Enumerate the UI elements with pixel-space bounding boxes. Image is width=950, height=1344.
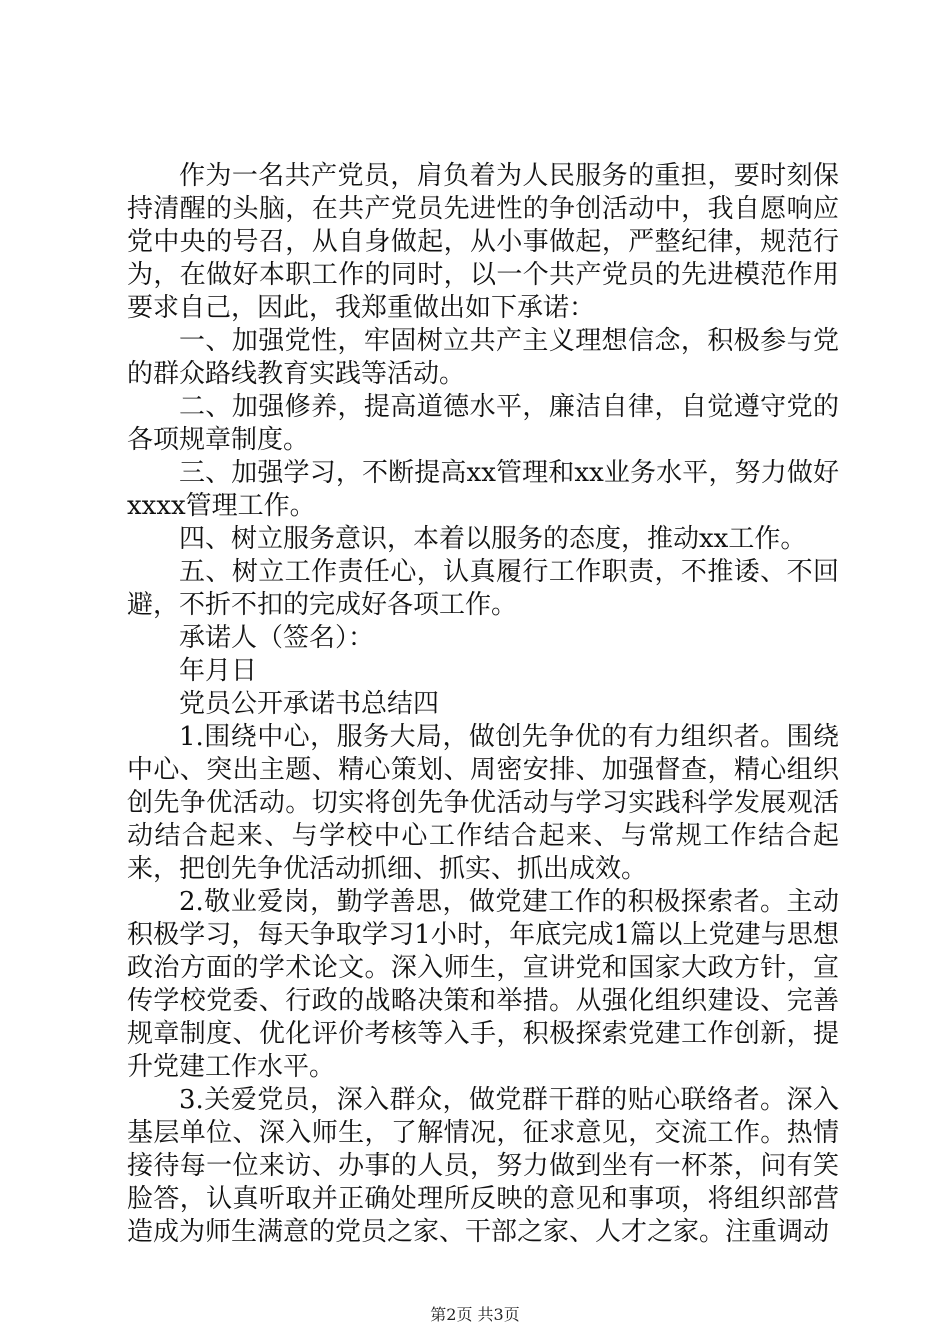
paragraph-item-1: 1.围绕中心，服务大局，做创先争优的有力组织者。围绕中心、突出主题、精心策划、周密安排、加强督查，精心组织创先争优活动。切实将创先争优活动与学习实践科学发展观活动结合起来、与学校中心工作结合起来、与常规工作结合起来，把创先争优活动抓细、抓实、抓出成效。 [127,722,839,884]
paragraph-pledge-2: 二、加强修养，提高道德水平，廉洁自律，自觉遵守党的各项规章制度。 [127,392,839,455]
paragraph-pledge-1: 一、加强党性，牢固树立共产主义理想信念，积极参与党的群众路线教育实践等活动。 [127,326,839,389]
page-footer: 第2页 共3页 [430,1305,520,1324]
date-line: 年月日 [179,656,258,686]
document-body [127,160,839,1249]
paragraph-item-2: 2.敬业爱岗，勤学善思，做党建工作的积极探索者。主动积极学习，每天争取学习1小时，年底完成1篇以上党建与思想政治方面的学术论文。深入师生，宣讲党和国家大政方针，宣传学校党委、行政的战略决策和举措。从强化组织建设、完善规章制度、优化评价考核等入手，积极探索党建工作创新，提升党建工作水平。 [127,887,839,1082]
paragraph-pledge-3: 三、加强学习，不断提高xx管理和xx业务水平，努力做好xxxx管理工作。 [127,458,839,521]
paragraph-intro: 作为一名共产党员，肩负着为人民服务的重担，要时刻保持清醒的头脑，在共产党员先进性的争创活动中，我自愿响应党中央的号召，从自身做起，从小事做起，严整纪律，规范行为，在做好本职工作的同时，以一个共产党员的先进模范作用要求自己，因此，我郑重做出如下承诺： [127,161,839,323]
paragraph-item-3: 3.关爱党员，深入群众，做党群干群的贴心联络者。深入基层单位、深入师生，了解情况，征求意见，交流工作。热情接待每一位来访、办事的人员，努力做到坐有一杯茶，问有笑脸答，认真听取并正确处理所反映的意见和事项，将组织部营造成为师生满意的党员之家、干部之家、人才之家。注重调动 [127,1085,839,1247]
paragraph-pledge-4: 四、树立服务意识，本着以服务的态度，推动xx工作。 [179,524,807,554]
section-heading: 党员公开承诺书总结四 [179,689,440,719]
paragraph-pledge-5: 五、树立工作责任心，认真履行工作职责，不推诿、不回避，不折不扣的完成好各项工作。 [127,557,839,620]
signature-line: 承诺人（签名）： [179,623,375,653]
